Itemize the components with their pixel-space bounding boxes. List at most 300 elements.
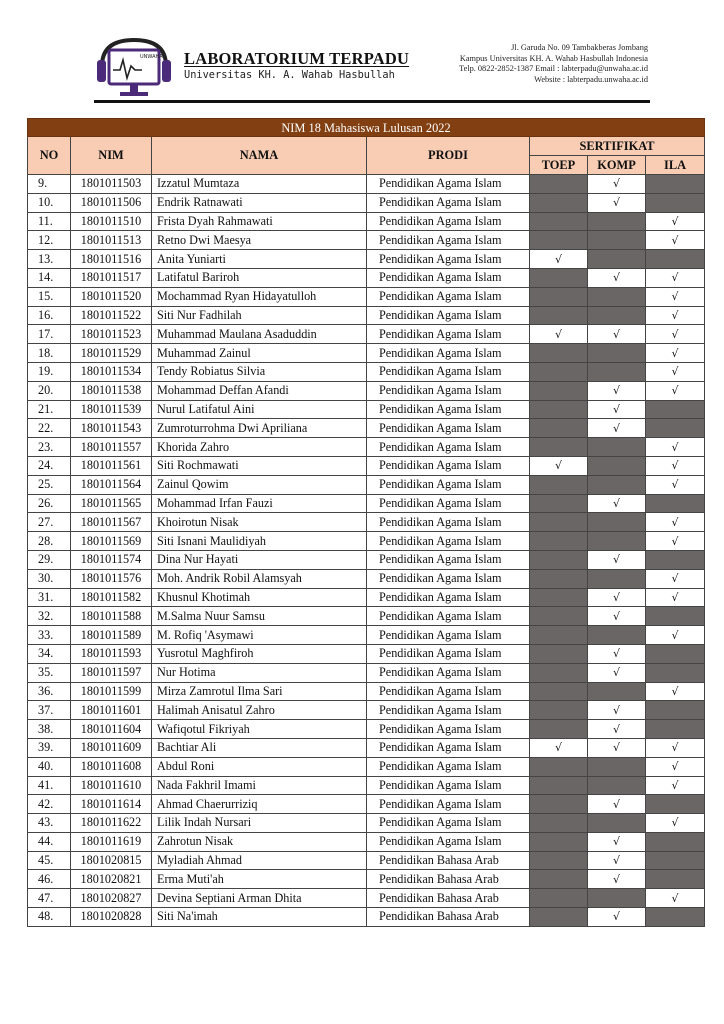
row-prodi: Pendidikan Agama Islam [367, 475, 530, 494]
row-ila-cell [646, 757, 705, 776]
check-mark-icon: √ [671, 233, 679, 247]
row-no: 27. [28, 513, 71, 532]
table-row [28, 550, 705, 569]
row-ila-cell [646, 569, 705, 588]
row-prodi: Pendidikan Agama Islam [367, 663, 530, 682]
address-line: Telp. 0822-2852-1387 Email : labterpadu@unwaha.ac.id [459, 64, 648, 74]
row-komp-cell [588, 626, 646, 645]
check-mark-icon: √ [671, 891, 679, 905]
row-nim: 1801011564 [71, 475, 152, 494]
row-komp-cell [588, 175, 646, 194]
table-row [28, 513, 705, 532]
row-komp-cell [588, 381, 646, 400]
row-nama: Frista Dyah Rahmawati [152, 212, 367, 231]
row-nim: 1801011543 [71, 419, 152, 438]
row-toep-cell [530, 175, 588, 194]
row-toep-cell [530, 268, 588, 287]
row-nim: 1801011576 [71, 569, 152, 588]
row-nim: 1801011529 [71, 344, 152, 363]
check-mark-icon: √ [671, 384, 679, 398]
table-row [28, 456, 705, 475]
row-no: 24. [28, 456, 71, 475]
row-nama: M.Salma Nuur Samsu [152, 607, 367, 626]
row-no: 43. [28, 814, 71, 833]
row-nim: 1801020827 [71, 889, 152, 908]
table-title: NIM 18 Mahasiswa Lulusan 2022 [28, 119, 705, 137]
row-no: 9. [28, 175, 71, 194]
row-ila-cell [646, 494, 705, 513]
row-no: 34. [28, 644, 71, 663]
col-header-nama: NAMA [152, 137, 367, 175]
row-nim: 1801011517 [71, 268, 152, 287]
row-ila-cell [646, 306, 705, 325]
row-nama: Mohammad Deffan Afandi [152, 381, 367, 400]
row-no: 31. [28, 588, 71, 607]
row-ila-cell [646, 175, 705, 194]
row-nim: 1801011538 [71, 381, 152, 400]
row-toep-cell [530, 908, 588, 927]
table-row [28, 287, 705, 306]
row-komp-cell [588, 287, 646, 306]
address-line: Jl. Garuda No. 09 Tambakberas Jombang [511, 43, 648, 52]
table-row [28, 720, 705, 739]
row-prodi: Pendidikan Agama Islam [367, 757, 530, 776]
row-nama: Nada Fakhril Imami [152, 776, 367, 795]
row-prodi: Pendidikan Bahasa Arab [367, 889, 530, 908]
row-prodi: Pendidikan Agama Islam [367, 738, 530, 757]
row-ila-cell [646, 588, 705, 607]
row-prodi: Pendidikan Agama Islam [367, 814, 530, 833]
table-row [28, 588, 705, 607]
row-prodi: Pendidikan Agama Islam [367, 306, 530, 325]
check-mark-icon: √ [671, 590, 679, 604]
row-nim: 1801011557 [71, 438, 152, 457]
row-nama: Khusnul Khotimah [152, 588, 367, 607]
row-toep-cell [530, 532, 588, 551]
check-mark-icon: √ [612, 590, 620, 604]
row-nama: Siti Rochmawati [152, 456, 367, 475]
graduates-table [27, 118, 705, 927]
row-komp-cell [588, 362, 646, 381]
col-header-prodi: PRODI [367, 137, 530, 175]
row-nim: 1801011604 [71, 720, 152, 739]
row-toep-cell [530, 513, 588, 532]
row-komp-cell [588, 663, 646, 682]
row-nama: Myladiah Ahmad [152, 851, 367, 870]
row-prodi: Pendidikan Agama Islam [367, 588, 530, 607]
row-toep-cell [530, 381, 588, 400]
table-row [28, 175, 705, 194]
check-mark-icon: √ [612, 647, 620, 661]
row-komp-cell [588, 588, 646, 607]
row-ila-cell [646, 400, 705, 419]
row-toep-cell [530, 889, 588, 908]
row-ila-cell [646, 832, 705, 851]
row-nama: Devina Septiani Arman Dhita [152, 889, 367, 908]
table-row [28, 344, 705, 363]
col-header-komp: KOMP [588, 156, 646, 175]
row-nim: 1801011513 [71, 231, 152, 250]
row-nim: 1801011614 [71, 795, 152, 814]
row-komp-cell [588, 438, 646, 457]
row-komp-cell [588, 814, 646, 833]
check-mark-icon: √ [612, 553, 620, 567]
table-row [28, 701, 705, 720]
row-no: 17. [28, 325, 71, 344]
check-mark-icon: √ [671, 778, 679, 792]
row-toep-cell [530, 757, 588, 776]
row-ila-cell [646, 419, 705, 438]
row-nama: Abdul Roni [152, 757, 367, 776]
row-nama: Endrik Ratnawati [152, 193, 367, 212]
table-row [28, 889, 705, 908]
row-ila-cell [646, 776, 705, 795]
row-komp-cell [588, 550, 646, 569]
row-nim: 1801011539 [71, 400, 152, 419]
row-nim: 1801011608 [71, 757, 152, 776]
row-toep-cell [530, 814, 588, 833]
row-prodi: Pendidikan Agama Islam [367, 438, 530, 457]
table-row [28, 644, 705, 663]
table-row [28, 419, 705, 438]
row-nama: Anita Yuniarti [152, 250, 367, 269]
row-toep-cell [530, 494, 588, 513]
row-komp-cell [588, 344, 646, 363]
row-no: 32. [28, 607, 71, 626]
row-no: 47. [28, 889, 71, 908]
row-toep-cell [530, 287, 588, 306]
row-prodi: Pendidikan Agama Islam [367, 776, 530, 795]
check-mark-icon: √ [671, 628, 679, 642]
row-prodi: Pendidikan Agama Islam [367, 250, 530, 269]
row-ila-cell [646, 738, 705, 757]
row-nama: Khorida Zahro [152, 438, 367, 457]
row-nim: 1801011609 [71, 738, 152, 757]
row-no: 13. [28, 250, 71, 269]
col-header-toep: TOEP [530, 156, 588, 175]
table-row [28, 212, 705, 231]
row-ila-cell [646, 532, 705, 551]
row-komp-cell [588, 306, 646, 325]
check-mark-icon: √ [554, 252, 562, 266]
row-komp-cell [588, 419, 646, 438]
row-no: 39. [28, 738, 71, 757]
row-nim: 1801011506 [71, 193, 152, 212]
row-ila-cell [646, 607, 705, 626]
row-prodi: Pendidikan Agama Islam [367, 193, 530, 212]
check-mark-icon: √ [671, 290, 679, 304]
col-header-sertifikat: SERTIFIKAT [530, 137, 705, 156]
row-nama: Zahrotun Nisak [152, 832, 367, 851]
row-komp-cell [588, 720, 646, 739]
table-row [28, 908, 705, 927]
table-row [28, 268, 705, 287]
row-prodi: Pendidikan Agama Islam [367, 344, 530, 363]
col-header-no: NO [28, 137, 71, 175]
check-mark-icon: √ [671, 572, 679, 586]
row-nama: Tendy Robiatus Silvia [152, 362, 367, 381]
address-line: Website : labterpadu.unwaha.ac.id [534, 74, 648, 84]
row-nama: Zainul Qowim [152, 475, 367, 494]
row-prodi: Pendidikan Agama Islam [367, 626, 530, 645]
table-row [28, 193, 705, 212]
row-nama: Bachtiar Ali [152, 738, 367, 757]
row-toep-cell [530, 701, 588, 720]
row-nim: 1801011601 [71, 701, 152, 720]
row-nim: 1801011561 [71, 456, 152, 475]
table-row [28, 325, 705, 344]
row-nim: 1801011619 [71, 832, 152, 851]
row-komp-cell [588, 795, 646, 814]
row-nama: Zumroturrohma Dwi Apriliana [152, 419, 367, 438]
row-no: 25. [28, 475, 71, 494]
row-nim: 1801011582 [71, 588, 152, 607]
row-no: 28. [28, 532, 71, 551]
row-nim: 1801011597 [71, 663, 152, 682]
check-mark-icon: √ [554, 741, 562, 755]
row-prodi: Pendidikan Agama Islam [367, 400, 530, 419]
row-no: 46. [28, 870, 71, 889]
row-komp-cell [588, 682, 646, 701]
row-no: 11. [28, 212, 71, 231]
table-row [28, 475, 705, 494]
table-row [28, 362, 705, 381]
row-toep-cell [530, 438, 588, 457]
row-komp-cell [588, 456, 646, 475]
row-ila-cell [646, 456, 705, 475]
row-ila-cell [646, 193, 705, 212]
row-nama: Mirza Zamrotul Ilma Sari [152, 682, 367, 701]
row-toep-cell [530, 250, 588, 269]
row-komp-cell [588, 701, 646, 720]
check-mark-icon: √ [612, 703, 620, 717]
check-mark-icon: √ [612, 854, 620, 868]
row-nama: Moh. Andrik Robil Alamsyah [152, 569, 367, 588]
table-row [28, 776, 705, 795]
row-ila-cell [646, 475, 705, 494]
row-ila-cell [646, 344, 705, 363]
table-row [28, 795, 705, 814]
row-nim: 1801011503 [71, 175, 152, 194]
row-ila-cell [646, 381, 705, 400]
row-nama: Retno Dwi Maesya [152, 231, 367, 250]
row-no: 42. [28, 795, 71, 814]
check-mark-icon: √ [671, 760, 679, 774]
row-ila-cell [646, 682, 705, 701]
row-nama: Yusrotul Maghfiroh [152, 644, 367, 663]
table-row [28, 569, 705, 588]
row-prodi: Pendidikan Agama Islam [367, 607, 530, 626]
table-row [28, 494, 705, 513]
row-toep-cell [530, 212, 588, 231]
row-nim: 1801011589 [71, 626, 152, 645]
table-row [28, 814, 705, 833]
row-no: 48. [28, 908, 71, 927]
row-ila-cell [646, 908, 705, 927]
row-nim: 1801011588 [71, 607, 152, 626]
table-row [28, 438, 705, 457]
row-komp-cell [588, 607, 646, 626]
check-mark-icon: √ [612, 666, 620, 680]
row-ila-cell [646, 851, 705, 870]
check-mark-icon: √ [612, 722, 620, 736]
table-row [28, 738, 705, 757]
row-nama: Halimah Anisatul Zahro [152, 701, 367, 720]
check-mark-icon: √ [671, 271, 679, 285]
row-komp-cell [588, 776, 646, 795]
unwaha-logo-icon [94, 36, 180, 106]
check-mark-icon: √ [671, 684, 679, 698]
row-no: 16. [28, 306, 71, 325]
row-toep-cell [530, 776, 588, 795]
table-row [28, 663, 705, 682]
row-komp-cell [588, 231, 646, 250]
row-nim: 1801011523 [71, 325, 152, 344]
check-mark-icon: √ [612, 910, 620, 924]
table-row [28, 231, 705, 250]
check-mark-icon: √ [671, 534, 679, 548]
row-ila-cell [646, 550, 705, 569]
row-nim: 1801011622 [71, 814, 152, 833]
row-nama: Muhammad Maulana Asaduddin [152, 325, 367, 344]
row-toep-cell [530, 550, 588, 569]
row-ila-cell [646, 814, 705, 833]
row-toep-cell [530, 325, 588, 344]
check-mark-icon: √ [554, 459, 562, 473]
check-mark-icon: √ [612, 741, 620, 755]
row-toep-cell [530, 644, 588, 663]
row-komp-cell [588, 851, 646, 870]
row-ila-cell [646, 212, 705, 231]
check-mark-icon: √ [671, 308, 679, 322]
row-komp-cell [588, 513, 646, 532]
row-toep-cell [530, 626, 588, 645]
table-body [28, 175, 705, 927]
row-komp-cell [588, 908, 646, 927]
row-nama: Nurul Latifatul Aini [152, 400, 367, 419]
row-nama: Wafiqotul Fikriyah [152, 720, 367, 739]
row-prodi: Pendidikan Agama Islam [367, 325, 530, 344]
row-prodi: Pendidikan Agama Islam [367, 212, 530, 231]
row-nama: Izzatul Mumtaza [152, 175, 367, 194]
check-mark-icon: √ [612, 384, 620, 398]
row-komp-cell [588, 569, 646, 588]
check-mark-icon: √ [671, 214, 679, 228]
table-row [28, 400, 705, 419]
row-prodi: Pendidikan Agama Islam [367, 532, 530, 551]
row-no: 41. [28, 776, 71, 795]
row-toep-cell [530, 870, 588, 889]
row-prodi: Pendidikan Agama Islam [367, 682, 530, 701]
row-toep-cell [530, 607, 588, 626]
row-no: 30. [28, 569, 71, 588]
row-ila-cell [646, 663, 705, 682]
row-prodi: Pendidikan Agama Islam [367, 175, 530, 194]
row-komp-cell [588, 644, 646, 663]
row-ila-cell [646, 720, 705, 739]
check-mark-icon: √ [612, 402, 620, 416]
row-toep-cell [530, 362, 588, 381]
row-prodi: Pendidikan Agama Islam [367, 795, 530, 814]
row-nama: Mochammad Ryan Hidayatulloh [152, 287, 367, 306]
row-ila-cell [646, 362, 705, 381]
row-prodi: Pendidikan Agama Islam [367, 569, 530, 588]
row-komp-cell [588, 889, 646, 908]
table-row [28, 532, 705, 551]
row-no: 18. [28, 344, 71, 363]
row-ila-cell [646, 268, 705, 287]
row-toep-cell [530, 682, 588, 701]
row-no: 10. [28, 193, 71, 212]
row-komp-cell [588, 757, 646, 776]
row-ila-cell [646, 870, 705, 889]
laboratorium-logo [94, 36, 180, 106]
row-nama: Siti Na'imah [152, 908, 367, 927]
row-no: 35. [28, 663, 71, 682]
row-komp-cell [588, 400, 646, 419]
table-row [28, 626, 705, 645]
row-no: 45. [28, 851, 71, 870]
check-mark-icon: √ [612, 327, 620, 341]
row-toep-cell [530, 569, 588, 588]
address-block [459, 43, 648, 85]
row-nim: 1801011593 [71, 644, 152, 663]
row-ila-cell [646, 795, 705, 814]
row-no: 15. [28, 287, 71, 306]
row-komp-cell [588, 832, 646, 851]
row-komp-cell [588, 193, 646, 212]
row-toep-cell [530, 738, 588, 757]
row-ila-cell [646, 644, 705, 663]
row-ila-cell [646, 231, 705, 250]
table-row [28, 250, 705, 269]
row-no: 23. [28, 438, 71, 457]
row-ila-cell [646, 325, 705, 344]
check-mark-icon: √ [612, 177, 620, 191]
row-nama: Siti Isnani Maulidiyah [152, 532, 367, 551]
row-toep-cell [530, 231, 588, 250]
table-row [28, 306, 705, 325]
row-prodi: Pendidikan Agama Islam [367, 720, 530, 739]
row-toep-cell [530, 663, 588, 682]
row-prodi: Pendidikan Agama Islam [367, 268, 530, 287]
row-prodi: Pendidikan Agama Islam [367, 381, 530, 400]
check-mark-icon: √ [671, 440, 679, 454]
row-toep-cell [530, 851, 588, 870]
row-prodi: Pendidikan Bahasa Arab [367, 870, 530, 889]
row-ila-cell [646, 438, 705, 457]
check-mark-icon: √ [671, 816, 679, 830]
row-komp-cell [588, 870, 646, 889]
row-toep-cell [530, 344, 588, 363]
row-no: 14. [28, 268, 71, 287]
row-no: 22. [28, 419, 71, 438]
row-toep-cell [530, 795, 588, 814]
table-row [28, 381, 705, 400]
row-nama: Ahmad Chaerurriziq [152, 795, 367, 814]
row-nim: 1801020828 [71, 908, 152, 927]
row-prodi: Pendidikan Agama Islam [367, 287, 530, 306]
row-nim: 1801020821 [71, 870, 152, 889]
row-ila-cell [646, 250, 705, 269]
row-prodi: Pendidikan Agama Islam [367, 456, 530, 475]
check-mark-icon: √ [612, 872, 620, 886]
row-nim: 1801020815 [71, 851, 152, 870]
university-name: Universitas KH. A. Wahab Hasbullah [184, 69, 395, 81]
row-nim: 1801011565 [71, 494, 152, 513]
check-mark-icon: √ [671, 327, 679, 341]
row-nim: 1801011567 [71, 513, 152, 532]
